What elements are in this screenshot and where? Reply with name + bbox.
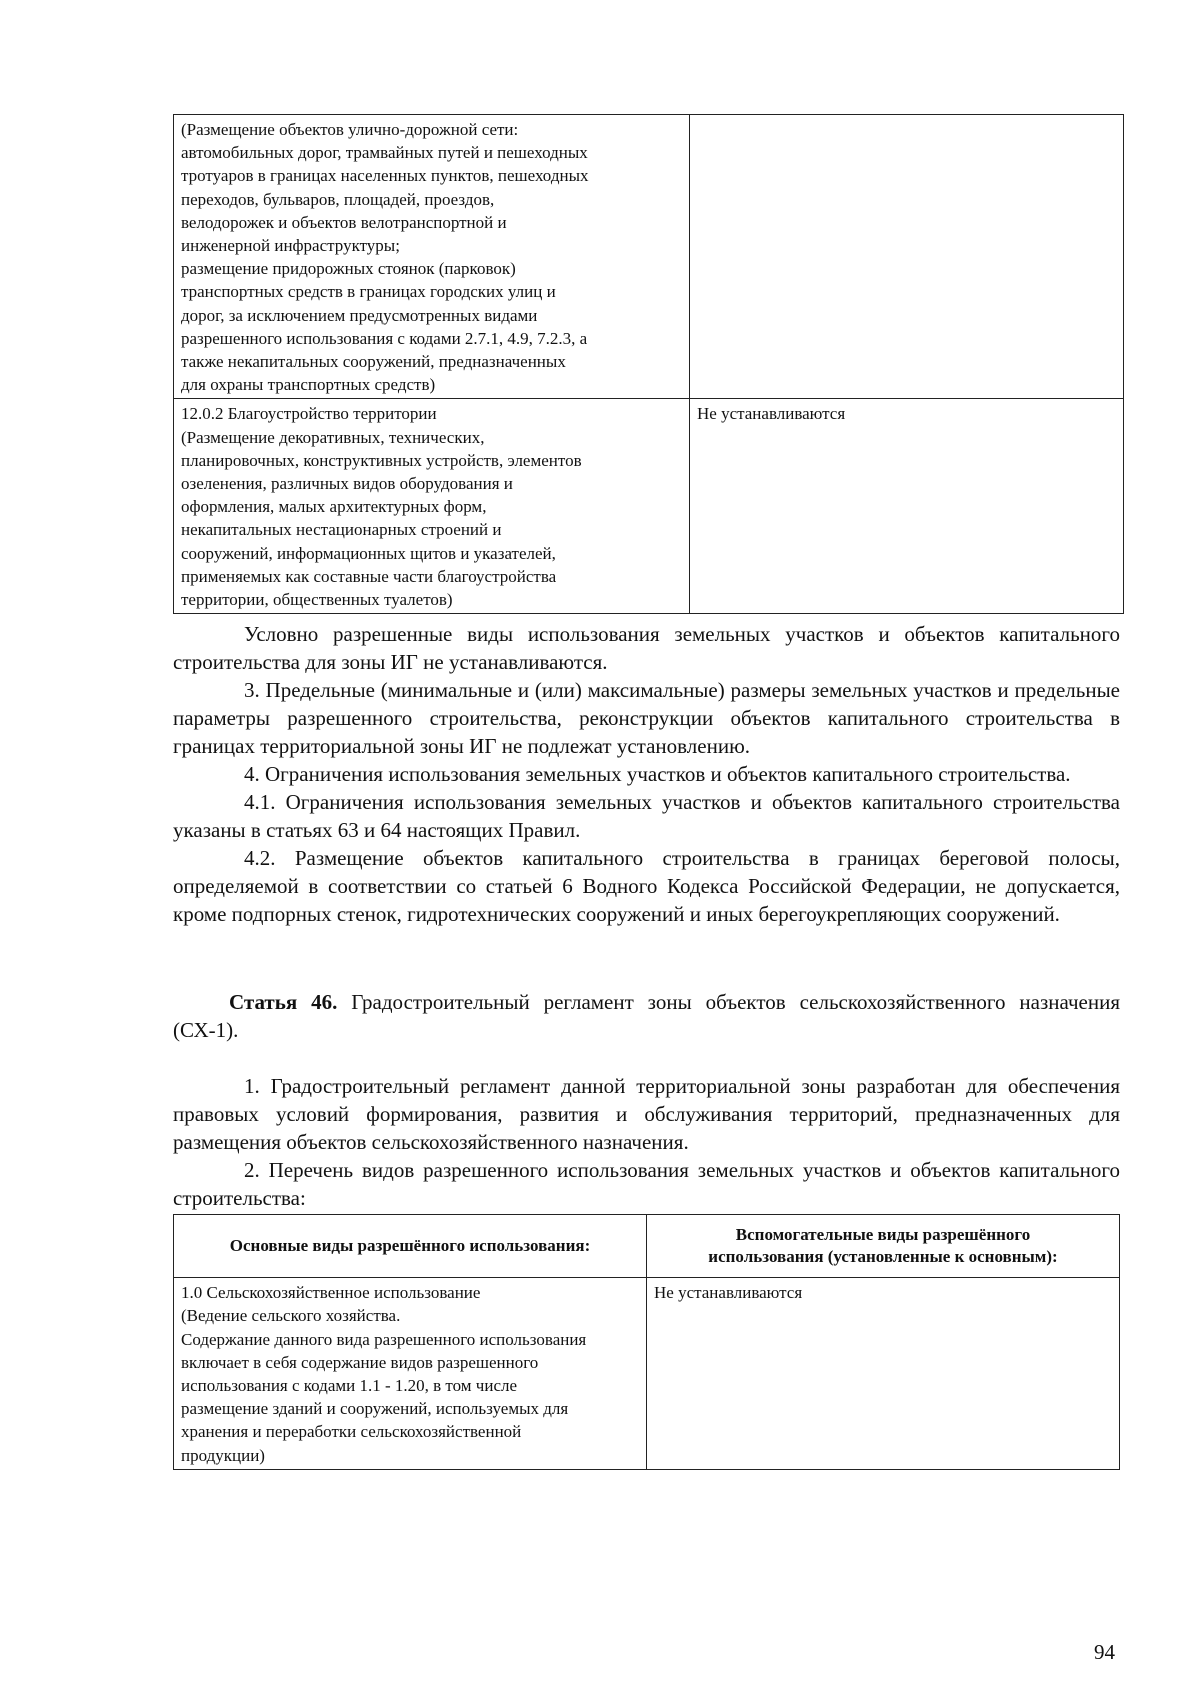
cell-text-line: транспортных средств в границах городских улиц и [181, 282, 556, 302]
cell-text-line: размещение придорожных стоянок (парковок) [181, 259, 516, 279]
cell-text-line: (Ведение сельского хозяйства. [181, 1306, 401, 1326]
cell-text-line: 12.0.2 Благоустройство территории [181, 404, 437, 424]
cell-text-line: тротуаров в границах населенных пунктов, пешеходных [181, 166, 589, 186]
cell-text-line: некапитальных нестационарных строений и [181, 520, 502, 540]
land-use-table-continued [173, 114, 1124, 614]
cell-text-line: использования с кодами 1.1 - 1.20, в том числе [181, 1376, 518, 1396]
cell-text-line: сооружений, информационных щитов и указателей, [181, 543, 556, 563]
cell-text-line: автомобильных дорог, трамвайных путей и пешеходных [181, 143, 588, 163]
cell-text-line: применяемых как составные части благоустройства [181, 566, 557, 586]
table-header-row [174, 1215, 1120, 1278]
cell-text-line: Содержание данного вида разрешенного использования [181, 1329, 587, 1349]
page-content [173, 114, 1120, 1470]
cell-text-line: продукции) [181, 1445, 265, 1465]
table-row [174, 115, 1124, 399]
article-label: Статья 46. [229, 990, 338, 1015]
paragraph-restrictions: 4. Ограничения использования земельных участков и объектов капитального строительства. [244, 762, 1071, 787]
cell-text-line: планировочных, конструктивных устройств, элементов [181, 450, 582, 470]
table-cell-main-use [174, 399, 690, 614]
paragraph-conditional-uses: Условно разрешенные виды использования земельных участков и объектов капитального строительства для зоны ИГ не устанавливаются. [173, 622, 1120, 675]
cell-text-line: разрешенного использования с кодами 2.7.1, 4.9, 7.2.3, а [181, 328, 588, 348]
article-heading [173, 988, 1120, 1044]
cell-text-line: переходов, бульваров, площадей, проездов, [181, 189, 495, 209]
cell-text-line: размещение зданий и сооружений, используемых для [181, 1399, 569, 1419]
table-cell-auxiliary-use: Не устанавливаются [647, 1278, 1120, 1470]
cell-text-line: хранения и переработки сельскохозяйственной [181, 1422, 522, 1442]
body-text [173, 620, 1120, 928]
paragraph-restrictions-4-2: 4.2. Размещение объектов капитального строительства в границах береговой полосы, определяемой в соответствии со статьей 6 Водного Кодекса Российской Федерации, не допускается, кроме подпорных стенок, гидротехнических сооружений и иных берегоукрепляющих сооружений. [173, 846, 1120, 927]
cell-text-line: велодорожек и объектов велотранспортной и [181, 212, 507, 232]
paragraph-use-list-intro: 2. Перечень видов разрешенного использования земельных участков и объектов капитального строительства: [173, 1158, 1120, 1211]
paragraph-restrictions-4-1: 4.1. Ограничения использования земельных участков и объектов капитального строительства указаны в статьях 63 и 64 настоящих Правил. [173, 790, 1120, 843]
column-header-main-use: Основные виды разрешённого использования: [174, 1215, 647, 1278]
cell-text-line: озеленения, различных видов оборудования и [181, 474, 513, 494]
column-header-auxiliary-use: Вспомогательные виды разрешённого использования (установленные к основным): [647, 1215, 1120, 1278]
table-row [174, 1278, 1120, 1470]
cell-text-line: включает в себя содержание видов разрешенного [181, 1352, 539, 1372]
table-cell-main-use [174, 1278, 647, 1470]
cell-text-line: дорог, за исключением предусмотренных видами [181, 305, 538, 325]
paragraph-limit-parameters: 3. Предельные (минимальные и (или) максимальные) размеры земельных участков и предельные параметры разрешенного строительства, реконструкции объектов капитального строительства в границах территориальной зоны ИГ не подлежат установлению. [173, 678, 1120, 759]
paragraph-regulation-purpose: 1. Градостроительный регламент данной территориальной зоны разработан для обеспечения правовых условий формирования, развития и обслуживания территорий, предназначенных для размещения объектов сельскохозяйственного назначения. [173, 1074, 1120, 1155]
cell-text-line: также некапитальных сооружений, предназначенных [181, 352, 566, 372]
table-cell-auxiliary-use: Не устанавливаются [690, 399, 1124, 614]
cell-text-line: 1.0 Сельскохозяйственное использование [181, 1283, 481, 1303]
table-row [174, 399, 1124, 614]
cell-text-line: инженерной инфраструктуры; [181, 236, 400, 256]
cell-text-line: (Размещение декоративных, технических, [181, 427, 485, 447]
article-body [173, 1072, 1120, 1212]
table-cell-main-use [174, 115, 690, 399]
article-title: Градостроительный регламент зоны объектов сельскохозяйственного назначения (СХ-1). [173, 990, 1121, 1043]
cell-text-line: территории, общественных туалетов) [181, 590, 453, 610]
cell-text-line: (Размещение объектов улично-дорожной сети: [181, 120, 519, 139]
cell-text-line: оформления, малых архитектурных форм, [181, 497, 487, 517]
land-use-table [173, 1214, 1120, 1470]
page-number: 94 [1094, 1640, 1115, 1664]
table-cell-auxiliary-use [690, 115, 1124, 399]
cell-text-line: для охраны транспортных средств) [181, 375, 436, 395]
